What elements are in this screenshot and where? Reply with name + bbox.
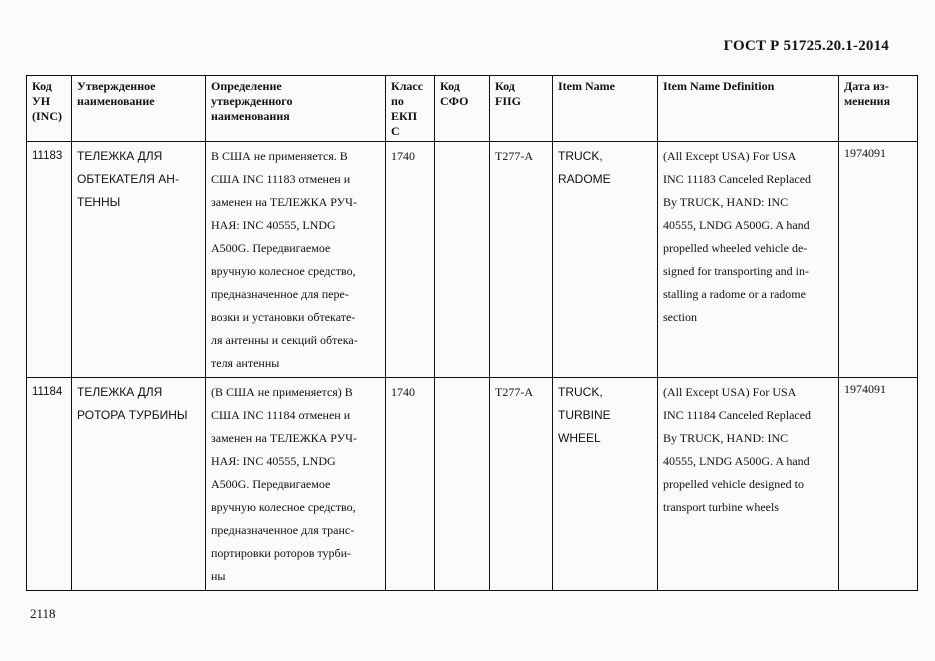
cell-approved-name: ТЕЛЕЖКА ДЛЯ ОБТЕКАТЕЛЯ АН- ТЕННЫ [72,142,206,378]
header-inc: Код УН (INC) [27,76,72,142]
header-change-date: Дата из- менения [839,76,918,142]
cell-change-date: 1974091 [839,378,918,591]
cell-class: 1740 [386,142,435,378]
cell-approved-name: ТЕЛЕЖКА ДЛЯ РОТОРА ТУРБИНЫ [72,378,206,591]
cell-item-name-definition: (All Except USA) For USA INC 11184 Canceled Replaced By TRUCK, HAND: INC 40555, LNDG A500G. A hand propelled vehicle designed to transport turbine wheels [658,378,839,591]
header-item-name: Item Name [553,76,658,142]
cell-class: 1740 [386,378,435,591]
cell-definition: (В США не применяется) В США INC 11184 отменен и заменен на ТЕЛЕЖКА РУЧ- НАЯ: INC 40555, LNDG A500G. Передвигаемое вручную колесное средство, предназначенное для транс- портировки роторов турби- ны [206,378,386,591]
cell-inc: 11183 [27,142,72,378]
cell-sfo [435,142,490,378]
page-number: 2118 [30,606,56,621]
cell-item-name-definition: (All Except USA) For USA INC 11183 Canceled Replaced By TRUCK, HAND: INC 40555, LNDG A500G. A hand propelled wheeled vehicle de- signed for transporting and in- stalling a radome or a radome section [658,142,839,378]
table-row [27,378,918,591]
cell-item-name: TRUCK, RADOME [553,142,658,378]
header-row [27,76,918,142]
header-fiig: Код FIIG [490,76,553,142]
header-class: Класс по ЕКП С [386,76,435,142]
header-definition: Определение утвержденного наименования [206,76,386,142]
cell-fiig: T277-A [490,142,553,378]
standard-code: ГОСТ Р 51725.20.1-2014 [723,38,889,54]
cell-definition: В США не применяется. В США INC 11183 отменен и заменен на ТЕЛЕЖКА РУЧ- НАЯ: INC 40555, LNDG A500G. Передвигаемое вручную колесное средство, предназначенное для пере- возки и установки обтекате- ля антенны и секций обтека- теля антенны [206,142,386,378]
catalog-table [26,75,918,591]
cell-change-date: 1974091 [839,142,918,378]
cell-fiig: T277-A [490,378,553,591]
table-row [27,142,918,378]
cell-item-name: TRUCK, TURBINE WHEEL [553,378,658,591]
cell-inc: 11184 [27,378,72,591]
header-sfo: Код СФО [435,76,490,142]
header-approved-name: Утвержденное наименование [72,76,206,142]
header-item-name-definition: Item Name Definition [658,76,839,142]
cell-sfo [435,378,490,591]
